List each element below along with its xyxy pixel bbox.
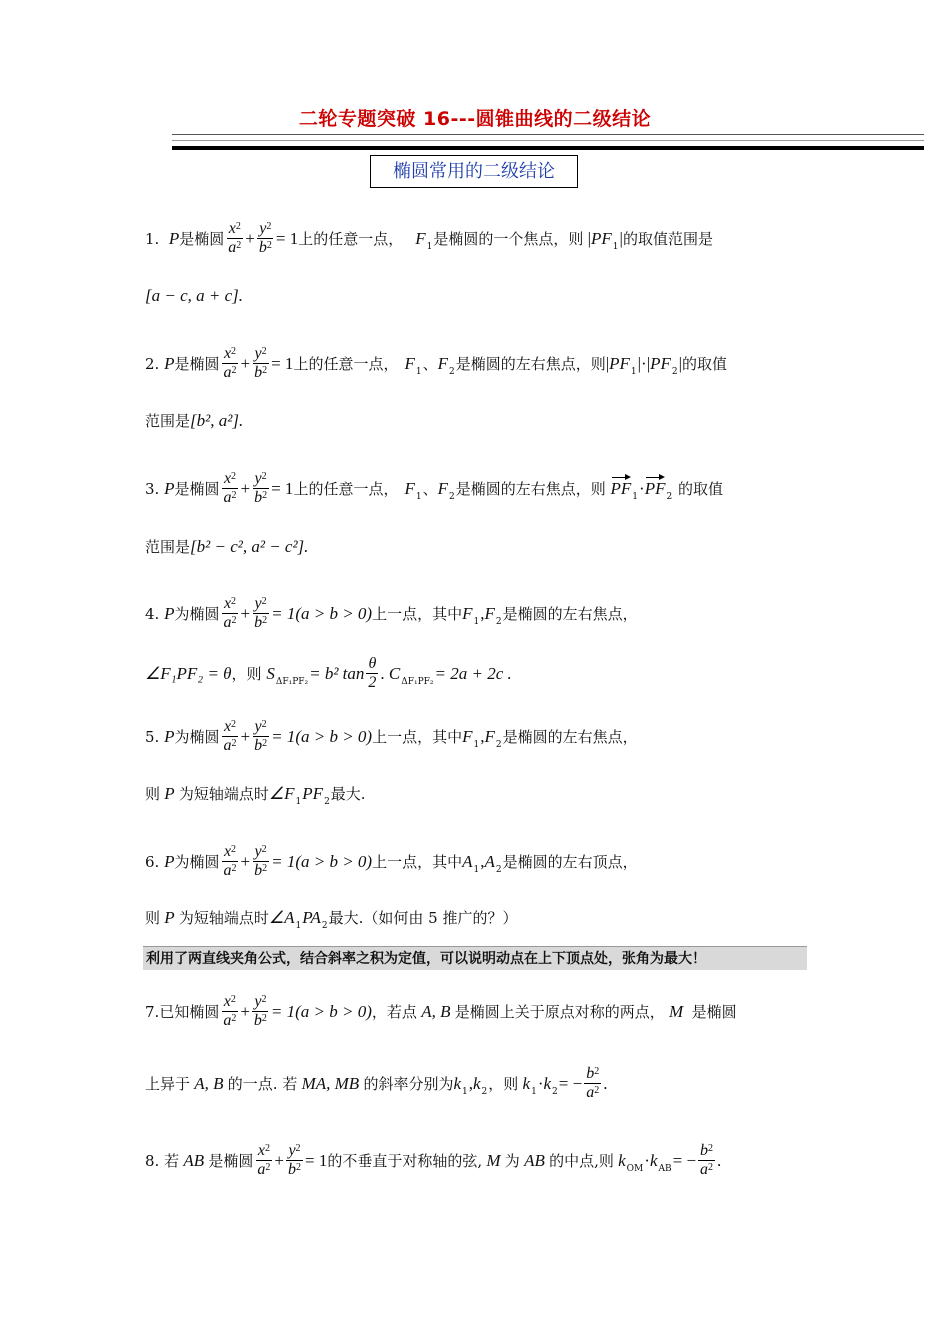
document-title: 二轮专题突破 16---圆锥曲线的二级结论 xyxy=(298,108,652,130)
title-rule-thick xyxy=(172,146,924,150)
title-rule-thin xyxy=(172,134,924,135)
section-heading: 椭圆常用的二级结论 xyxy=(370,155,578,188)
item-1-line-2: [a − c, a + c]. xyxy=(145,286,244,305)
item-3-line-2: 范围是 [b² − c², a² − c²]. xyxy=(145,536,309,556)
title-rule-mid xyxy=(172,140,924,141)
item-7-line-1: 7. 已知椭圆 $\frac{x^2}{a^2}$ + $\frac{y^2}{b^2}$ = 1(a > b > 0) ，若点 A, B 是椭圆上关于原点对称的两点， M 是椭圆 xyxy=(145,993,737,1029)
item-8-line-1: 8. 若 AB 是椭圆 $\frac{x^2}{a^2}$ + $\frac{y^2}{b^2}$ = 1 的不垂直于对称轴的弦, M 为 AB 的中点,则 k OM · k AB = − $\frac{b^2}{a^2}$ . xyxy=(145,1142,722,1178)
item-5-line-2: 则 P 为短轴端点时 ∠F 1 PF 2 最大. xyxy=(145,783,366,807)
item-6-line-1: 6. P 为椭圆 $\frac{x^2}{a^2}$ + $\frac{y^2}{b^2}$ = 1(a > b > 0) 上一点，其中 A 1 , A 2 是椭圆的左右顶点， xyxy=(145,843,638,879)
item-5-line-1: 5. P 为椭圆 $\frac{x^2}{a^2}$ + $\frac{y^2}{b^2}$ = 1(a > b > 0) 上一点，其中 F 1 , F 2 是椭圆的左右焦点， xyxy=(145,718,638,754)
item-4-line-2: ∠F₁PF₂ = θ ，则 S ΔF₁PF₂ = b² tan $\frac{\theta}{2}$ . C ΔF₁PF₂ = 2a + 2c . xyxy=(145,655,512,691)
highlight-note: 利用了两直线夹角公式，结合斜率之积为定值，可以说明动点在上下顶点处，张角为最大！ xyxy=(143,946,807,970)
item-7-line-2: 上异于 A, B 的一点. 若 MA, MB 的斜率分别为 k 1 , k 2 ，则 k 1 · k 2 = − $\frac{b^2}{a^2}$ . xyxy=(145,1065,608,1101)
item-2-line-2: 范围是 [b², a²]. xyxy=(145,410,244,430)
item-4-line-1: 4. P 为椭圆 $\frac{x^2}{a^2}$ + $\frac{y^2}{b^2}$ = 1(a > b > 0) 上一点，其中 F 1 , F 2 是椭圆的左右焦点， xyxy=(145,595,638,631)
item-3-line-1: 3. P 是椭圆 $\frac{x^2}{a^2}$ + $\frac{y^2}{b^2}$ = 1 上的任意一点， F 1 、 F 2 是椭圆的左右焦点，则 PF 1 · PF 2 的取值 xyxy=(145,470,724,506)
item-6-line-2: 则 P 为短轴端点时 ∠A 1 PA 2 最大.（如何由 5 推广的？） xyxy=(145,907,518,931)
item-2-line-1: 2. P 是椭圆 $\frac{x^2}{a^2}$ + $\frac{y^2}{b^2}$ = 1 上的任意一点， F 1 、 F 2 是椭圆的左右焦点，则 | PF 1 |·| PF 2 | 的取值 xyxy=(145,345,728,381)
item-1-line-1: 1. P 是椭圆 $\frac{x^2}{a^2}$ + $\frac{y^2}{b^2}$ = 1 上的任意一点， F 1 是椭圆的一个焦点，则 | PF 1 | 的取值范围是 xyxy=(145,220,713,256)
